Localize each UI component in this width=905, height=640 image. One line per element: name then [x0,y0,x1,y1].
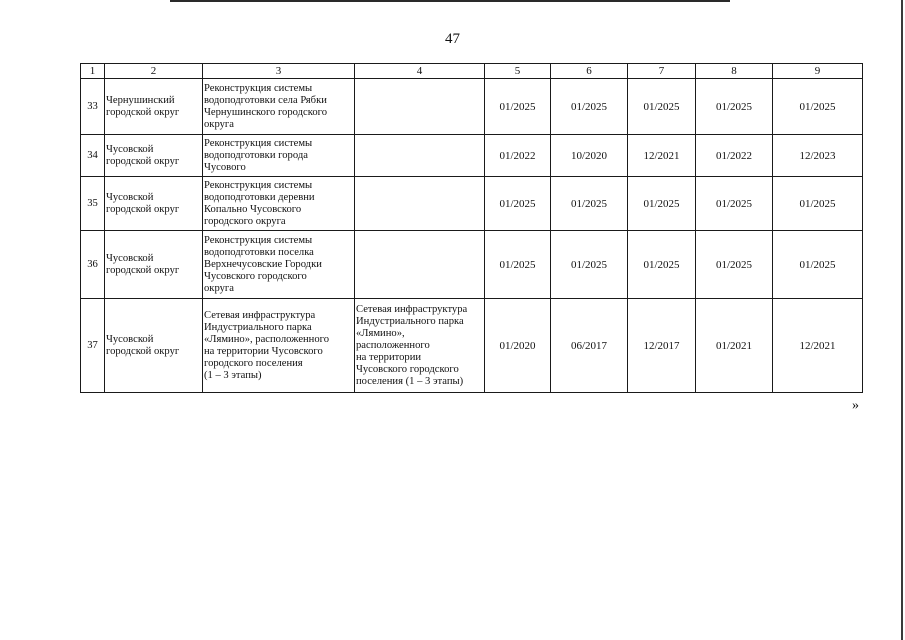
date-cell: 12/2017 [628,299,696,393]
table-row [81,177,863,231]
date-cell: 01/2021 [696,299,773,393]
row-number: 37 [81,299,105,393]
date-cell: 10/2020 [551,135,628,177]
data-table [80,63,863,393]
object-cell: Реконструкция системы водоподготовки села Рябки Чернушинского городского округа [203,79,355,135]
note-cell [355,177,485,231]
table-row [81,231,863,299]
date-cell: 12/2023 [773,135,863,177]
date-cell: 01/2025 [485,231,551,299]
column-header-2: 2 [105,64,203,79]
district-cell: Чусовской городской округ [105,299,203,393]
column-header-8: 8 [696,64,773,79]
date-cell: 06/2017 [551,299,628,393]
date-cell: 01/2022 [485,135,551,177]
column-header-5: 5 [485,64,551,79]
table-row [81,135,863,177]
date-cell: 12/2021 [628,135,696,177]
column-header-1: 1 [81,64,105,79]
date-cell: 01/2025 [485,177,551,231]
page-number: 47 [445,31,460,47]
date-cell: 01/2025 [485,79,551,135]
row-number: 34 [81,135,105,177]
district-cell: Чернушинский городской округ [105,79,203,135]
column-header-6: 6 [551,64,628,79]
column-header-9: 9 [773,64,863,79]
column-header-7: 7 [628,64,696,79]
date-cell: 01/2025 [628,177,696,231]
table-row [81,299,863,393]
date-cell: 01/2025 [773,177,863,231]
object-cell: Сетевая инфраструктура Индустриального парка «Лямино», расположенного на территории Чусовского городского поселения (1 – 3 этапы) [203,299,355,393]
column-header-3: 3 [203,64,355,79]
date-cell: 01/2025 [551,79,628,135]
note-cell: Сетевая инфраструктура Индустриального парка «Лямино», расположенного на территории Чусовского городского поселения (1 – 3 этапы) [355,299,485,393]
date-cell: 01/2025 [628,79,696,135]
date-cell: 01/2025 [773,79,863,135]
object-cell: Реконструкция системы водоподготовки города Чусового [203,135,355,177]
table-row [81,79,863,135]
note-cell [355,79,485,135]
row-number: 33 [81,79,105,135]
date-cell: 01/2022 [696,135,773,177]
note-cell [355,135,485,177]
note-cell [355,231,485,299]
date-cell: 12/2021 [773,299,863,393]
row-number: 35 [81,177,105,231]
date-cell: 01/2025 [628,231,696,299]
date-cell: 01/2025 [551,177,628,231]
scan-edge-top [170,0,730,2]
row-number: 36 [81,231,105,299]
district-cell: Чусовской городской округ [105,231,203,299]
date-cell: 01/2025 [696,177,773,231]
date-cell: 01/2025 [696,231,773,299]
column-header-4: 4 [355,64,485,79]
district-cell: Чусовской городской округ [105,177,203,231]
closing-quote-mark: » [852,398,859,413]
date-cell: 01/2025 [551,231,628,299]
date-cell: 01/2020 [485,299,551,393]
object-cell: Реконструкция системы водоподготовки поселка Верхнечусовские Городки Чусовского городского округа [203,231,355,299]
scan-edge-right [901,0,903,640]
date-cell: 01/2025 [696,79,773,135]
table-header-row [81,64,863,79]
district-cell: Чусовской городской округ [105,135,203,177]
object-cell: Реконструкция системы водоподготовки деревни Копально Чусовского городского округа [203,177,355,231]
date-cell: 01/2025 [773,231,863,299]
